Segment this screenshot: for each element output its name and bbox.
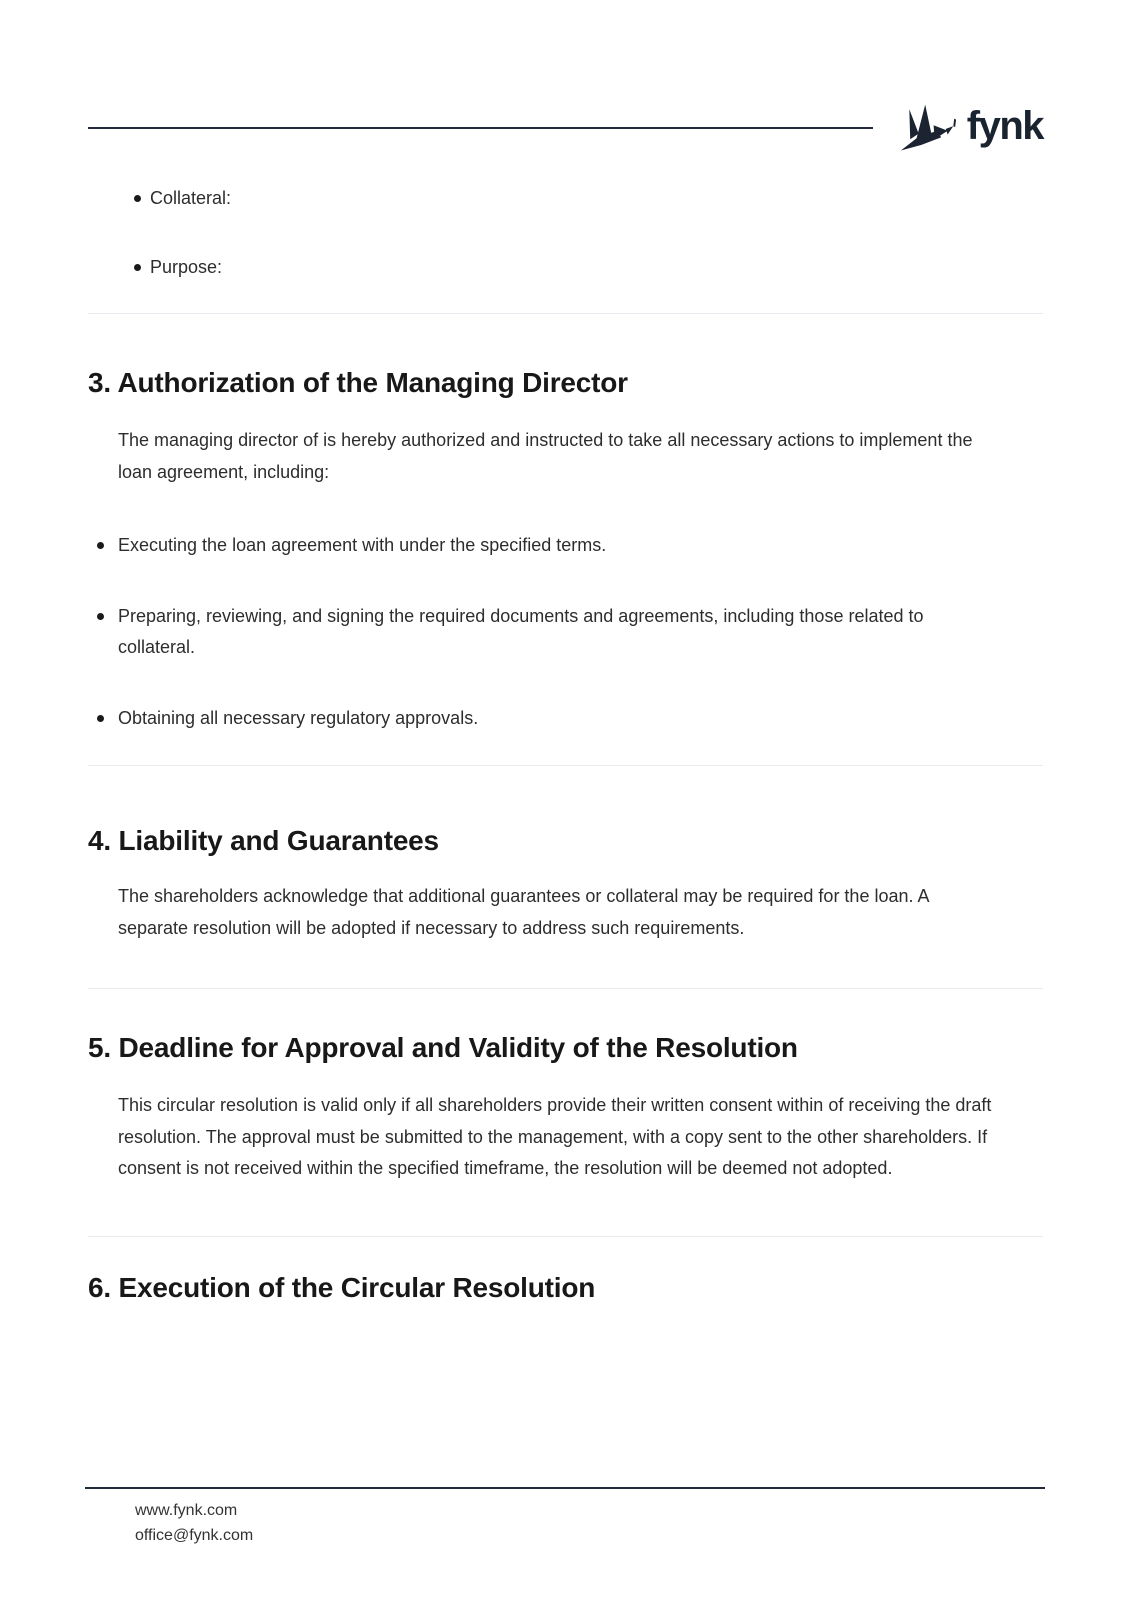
page-footer [85, 1487, 1045, 1548]
footer-website: www.fynk.com [135, 1502, 238, 1519]
section-heading-execution: 6. Execution of the Circular Resolution [88, 1271, 596, 1303]
footer-email: office@fynk.com [135, 1527, 254, 1544]
authorization-bullet-list [88, 530, 1002, 734]
authorization-paragraph: The managing director of is hereby authorized and instructed to take all necessary actions to implement the loan agreement, including: [118, 430, 973, 482]
header-rule [88, 127, 873, 129]
section-heading-authorization: 3. Authorization of the Managing Director [88, 367, 628, 398]
origami-crane-icon [899, 103, 957, 153]
page-header [88, 0, 1043, 152]
list-item-purpose: Purpose: [88, 252, 1043, 283]
list-item-collateral: Collateral: [88, 183, 1043, 214]
fynk-logo [899, 103, 1043, 153]
section-liability [88, 824, 1043, 944]
section-divider [88, 1236, 1043, 1237]
section-divider [88, 313, 1043, 314]
section-authorization [88, 366, 1043, 734]
list-item-preparing: Preparing, reviewing, and signing the required documents and agreements, including those related to collateral. [88, 601, 1002, 664]
list-item-executing: Executing the loan agreement with under the specified terms. [88, 530, 1002, 562]
liability-paragraph: The shareholders acknowledge that additional guarantees or collateral may be required for the loan. A separate resolution will be adopted if necessary to address such requirements. [118, 886, 929, 938]
collateral-purpose-list [88, 183, 1043, 283]
section-execution [88, 1271, 1043, 1305]
section-heading-liability: 4. Liability and Guarantees [88, 825, 439, 856]
section-divider [88, 988, 1043, 989]
section-deadline [88, 1031, 1043, 1185]
section-heading-deadline: 5. Deadline for Approval and Validity of the Resolution [88, 1032, 798, 1063]
fynk-wordmark: fynk [966, 104, 1043, 148]
list-item-obtaining: Obtaining all necessary regulatory approvals. [88, 703, 1002, 735]
section-divider [88, 765, 1043, 766]
deadline-paragraph: This circular resolution is valid only if all shareholders provide their written consent within of receiving the draft resolution. The approval must be submitted to the management, with a copy sent to the other shareholders. If consent is not received within the specified timeframe, the resolution will be deemed not adopted. [118, 1095, 992, 1178]
